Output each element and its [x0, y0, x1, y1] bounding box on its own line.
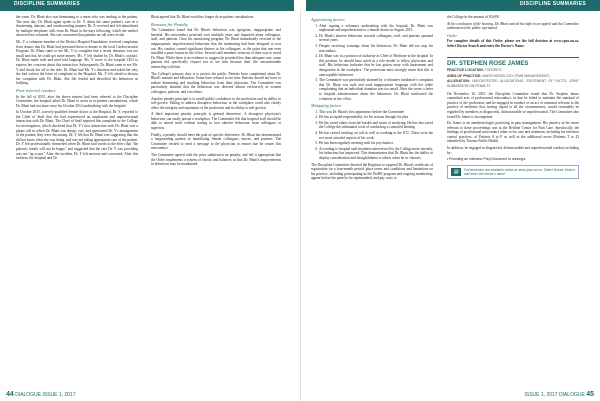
left-section-label: DISCIPLINE SUMMARIES: [14, 1, 81, 7]
bullet-item: • Providing an Interview Prep Document to nursing ▸: [447, 157, 526, 162]
practitioner-name: DR. STEPHEN ROSE JAMES: [447, 57, 579, 67]
right-footer: [525, 391, 595, 398]
paragraph: Bhatt agreed that Dr. Bhatt would no longer do in-patient consultations.: [151, 15, 255, 19]
page-number: 44: [6, 391, 14, 398]
list-item: 3. He has saved others from the burden and strain of testifying. He has also saved the College the substantial costs of conducting a contested hearing.: [319, 121, 433, 130]
list-item: 5. The Committee was particularly alarmed by a volunteer fundraiser's complaint that Dr. Bhatt was rude and used inappropriate language with her while complaining that an individual donation was too small. After she wrote a letter to hospital administrators about the behaviour, Dr. Bhatt confronted the volunteer in her office.: [319, 78, 433, 101]
list-item: 3. Despite receiving warnings about his behaviour, Dr. Bhatt did not stop his misconduct.: [319, 44, 433, 53]
order-text: For complete details of this Order, please see the full decision at www.cpso.on.ca. Select Doctor Search and enter the Doctor's Name.: [447, 39, 579, 48]
paragraph: the room. Dr. Bhatt also was demeaning to a nurse who was tending to the patient. The next day, Dr. Bhatt again spoke to Dr. X about the same patient's care in a threatening, abusive, and condescending manner. Dr. X received and felt intimidated by multiple telephone calls from Dr. Bhatt in the days following, which she neither answered nor returned. She was concerned that patients on call were at risk.: [16, 15, 138, 38]
area-of-practice: AREA OF PRACTICE: ANESTHESIOLOGY (PAIN MANAGEMENT): [447, 73, 550, 78]
section-heading: Mitigating factors: [311, 103, 342, 109]
allegation: ALLEGATION: UNCONTESTED ALLEGATIONS, STATEMENT OF FACTS, JOINT SUBMISSION ON PENALTY: [447, 79, 579, 88]
section-heading: Reasons for Penalty: [151, 21, 188, 27]
list-item: 1. This was Dr. Bhatt's first appearance before the Committee.: [319, 110, 433, 115]
list-item: 2. Dr. Bhatt's abusive behaviour towards colleagues, staff, and patients spanned several years.: [319, 34, 433, 43]
list-item: 4. Dr. Bhatt was in a position of authority as Chief of Medicine at the hospital. In this position, he should have acted as a role model to fellow physicians and staff. His behaviour indicates that he has gotten away with harassment and denigration in the workplace. The profession must strongly assert that this is unacceptable behaviour.: [319, 54, 433, 77]
practice-location: PRACTICE LOCATION: TORONTO: [447, 68, 502, 73]
paragraph: Ms. Y, a volunteer member of the District Hospital Foundation, received complaints from donors that Dr. Bhatt had pressured them to donate to the local Cardiovascular Program. Dr. Bhatt came to see Ms. Y to complain that a recent donation was too small and that he could get more money. Ms. Y felt shaken by Dr. Bhatt's conduct. Dr. Bhatt made rude and used foul language. Ms. Y wrote to the hospital CEO to express her concerns about this interaction. Subsequently, Dr. Bhatt came to see Ms. Y and shook her off to the side. Dr. Bhatt had Ms. Y's donation and asked her why she had written the letter of complaint to the Hospital. Ms. Y felt afraid to discuss her complaint with Dr. Bhatt. She felt fearful and described his behaviour as bullying.: [16, 39, 138, 86]
right-column-2: [447, 15, 579, 179]
page-number: 45: [586, 391, 594, 398]
paragraph: In the fall of 2015, after the above matters had been referred to the Discipline Committee, the hospital asked Dr. Bhatt to assist in in-patient consultations, which Dr. Bhatt had not done since his October 2014 undertaking with the hospital.: [16, 94, 138, 108]
section-heading: Post-referral conduct: [16, 87, 56, 93]
right-column-1: [311, 15, 433, 183]
paragraph: The Discipline Committee directed the Registrar to suspend Dr. Bhatt's certificate of registration for a four-month period; place terms and conditions and limitations on his practice, including participating in the ProBE program and ongoing monitoring; appear before the panel to be reprimanded; and pay costs to: [311, 162, 433, 181]
footer-title: ISSUE 1, 2017 DIALOGUE: [524, 392, 585, 398]
paragraph: The Committee found that Dr. Bhatt's behaviour was egregious, inappropriate, and harmful. His misconduct persisted over multiple years and impacted many colleagues, staff, and patients. Once his monitoring program, Dr. Bhatt immediately reverted to the inappropriate, unprofessional behaviour that the monitoring had been designed to root out. His conduct caused significant distress to his colleagues, to the point that one even installed a panic button in her office. Several staff members went out of their way to avoid Dr. Bhatt. While there is no evidence to suggest he provided less than adequate care, some patients did specifically request not to see him because their life uncomfortable interacting with him.: [151, 28, 281, 69]
paragraph: Finally, a penalty should meet the goal of specific deterrence. Dr. Bhatt has demonstrated a longstanding pattern of humiliating female colleagues, nurses, and patients. The Committee wished to send a message to the physician to ensure that he ceases this misconduct.: [151, 132, 281, 151]
left-footer: [6, 391, 76, 398]
paragraph-emphasis: At the conclusion of the hearing, Dr. Bhatt waived his right to an appeal and the Committee administered the public reprimand.: [447, 21, 579, 31]
paragraph: The College's primary duty is to protect the public. Patients have complained about Dr. Bhatt's manner and behaviour. Some have refused to see him. Patients should not have to endure demeaning and insulting behaviour from their physician. The Committee was particularly alarmed that the behaviour was directed almost exclusively at women colleagues, patients, and coworkers.: [151, 71, 281, 94]
document-icon: ▤: [451, 168, 461, 176]
note-text: Full decisions are available online at www.cpso.on.ca. Select Doctor Search and enter the doctor's name.: [464, 167, 575, 176]
list-item: 2. He has accepted responsibility for his actions through his plea.: [319, 115, 433, 120]
section-heading: Aggravating factors: [311, 17, 345, 22]
footer-title: DIALOGUE ISSUE 1, 2017: [15, 392, 76, 398]
list-item: 4. He has ceased working on call as well as working in the ICU. These were the two most stressful aspects of his work.: [319, 131, 433, 140]
list-item: 6. According to hospital staff members interviewed by the College more recently, his behaviour has improved. This demonstrates that Dr. Bhatt has the ability to display consideration and thoughtfulness to others when he so chooses.: [319, 147, 433, 161]
paragraph: The Committee agreed with the prior submission on penalty, and felt it appropriate that the Order implements a system of checks and balances so that Dr. Bhatt's improvements in behaviour may be maintained.: [151, 153, 281, 167]
right-header-bar: [306, 0, 600, 11]
note-box: [447, 165, 579, 179]
paragraph: On November 16, 2015, the Discipline Committee found that Dr. Stephen James committed acts of professional misconduct, in that he failed to maintain the standard of practice of the profession; and he engaged in conduct or an act or omission relevant to the practice of medicine that, having regard to all the circumstances, would reasonably be regarded by members as disgraceful, dishonourable or unprofessional. The Committee also found Dr. James is incompetent.: [447, 91, 579, 119]
paragraph: In October 2015, a newly-qualified female doctor at the Hospital, Dr. Y, reported to the Chief of Staff that she had experienced an unpleasant and unprofessional interaction with Dr. Bhatt. The Chief of Staff reported this complaint to the College for investigation, which disclosed that Dr. Y's first interaction with Dr. Bhatt was a phone call in which Dr. Bhatt was abrupt, curt, and questioned Dr. Y's management of the patient; they were discussing. Dr. Y felt that Dr. Bhatt was suggesting that she did not know what she was doing, and was not taking appropriate care of the patient. Dr. Y felt professionally threatened when Dr. Bhatt said words to the effect that "the patient's family will not be happy" and suggested that the care Dr. Y was providing was not "up to par." After the incident, Dr. Y felt anxious and concerned. After this incident, the hospital and Dr.: [16, 110, 138, 161]
paragraph: Another penalty principle is to instill public confidence in the profession and its ability to self-govern. Failing to address disruptive behaviour in the workplace could also clearly affect the integrity and reputation of the profession and its ability to self-govern.: [151, 96, 281, 110]
section-heading: Order: [447, 32, 458, 38]
mitigating-list: [311, 110, 433, 161]
page-gutter: [300, 11, 301, 401]
list-item: 1. After signing a voluntary undertaking with the hospital, Dr. Bhatt was unpleasant and unprofessional to a female doctor in August 2015.: [319, 24, 433, 33]
left-header-bar: [0, 0, 294, 11]
list-item: 5. He has been regularly meeting with his psychiatrist.: [319, 141, 433, 146]
paragraph: In addition, he engaged in disgraceful, dishonourable and unprofessional conduct including by:: [447, 146, 579, 155]
aggravating-list: [311, 24, 433, 102]
left-column-2: [151, 15, 281, 169]
paragraph: the College in the amount of $5,000.: [447, 15, 500, 19]
paragraph: A third important penalty principle is general deterrence. A disruptive physician's behaviour can easily poison a workplace. The Committee felt that hospital staff should be able to attend work without having to face abusive behaviour from colleagues or superiors.: [151, 112, 281, 131]
paragraph: Dr. James is an anesthesiologist practising in pain management. His practice at the times relevant to these proceedings was at the Beltline Centre for Pain Care. Specifically, the findings of professional misconduct relate to his care and treatment, including his infection control practices, of Patients A to F as well as the additional seven (Patients T to Z) identified by Toronto Public Health.: [447, 121, 579, 144]
left-column-1: [16, 15, 138, 163]
right-section-label: DISCIPLINE SUMMARIES: [519, 1, 586, 7]
